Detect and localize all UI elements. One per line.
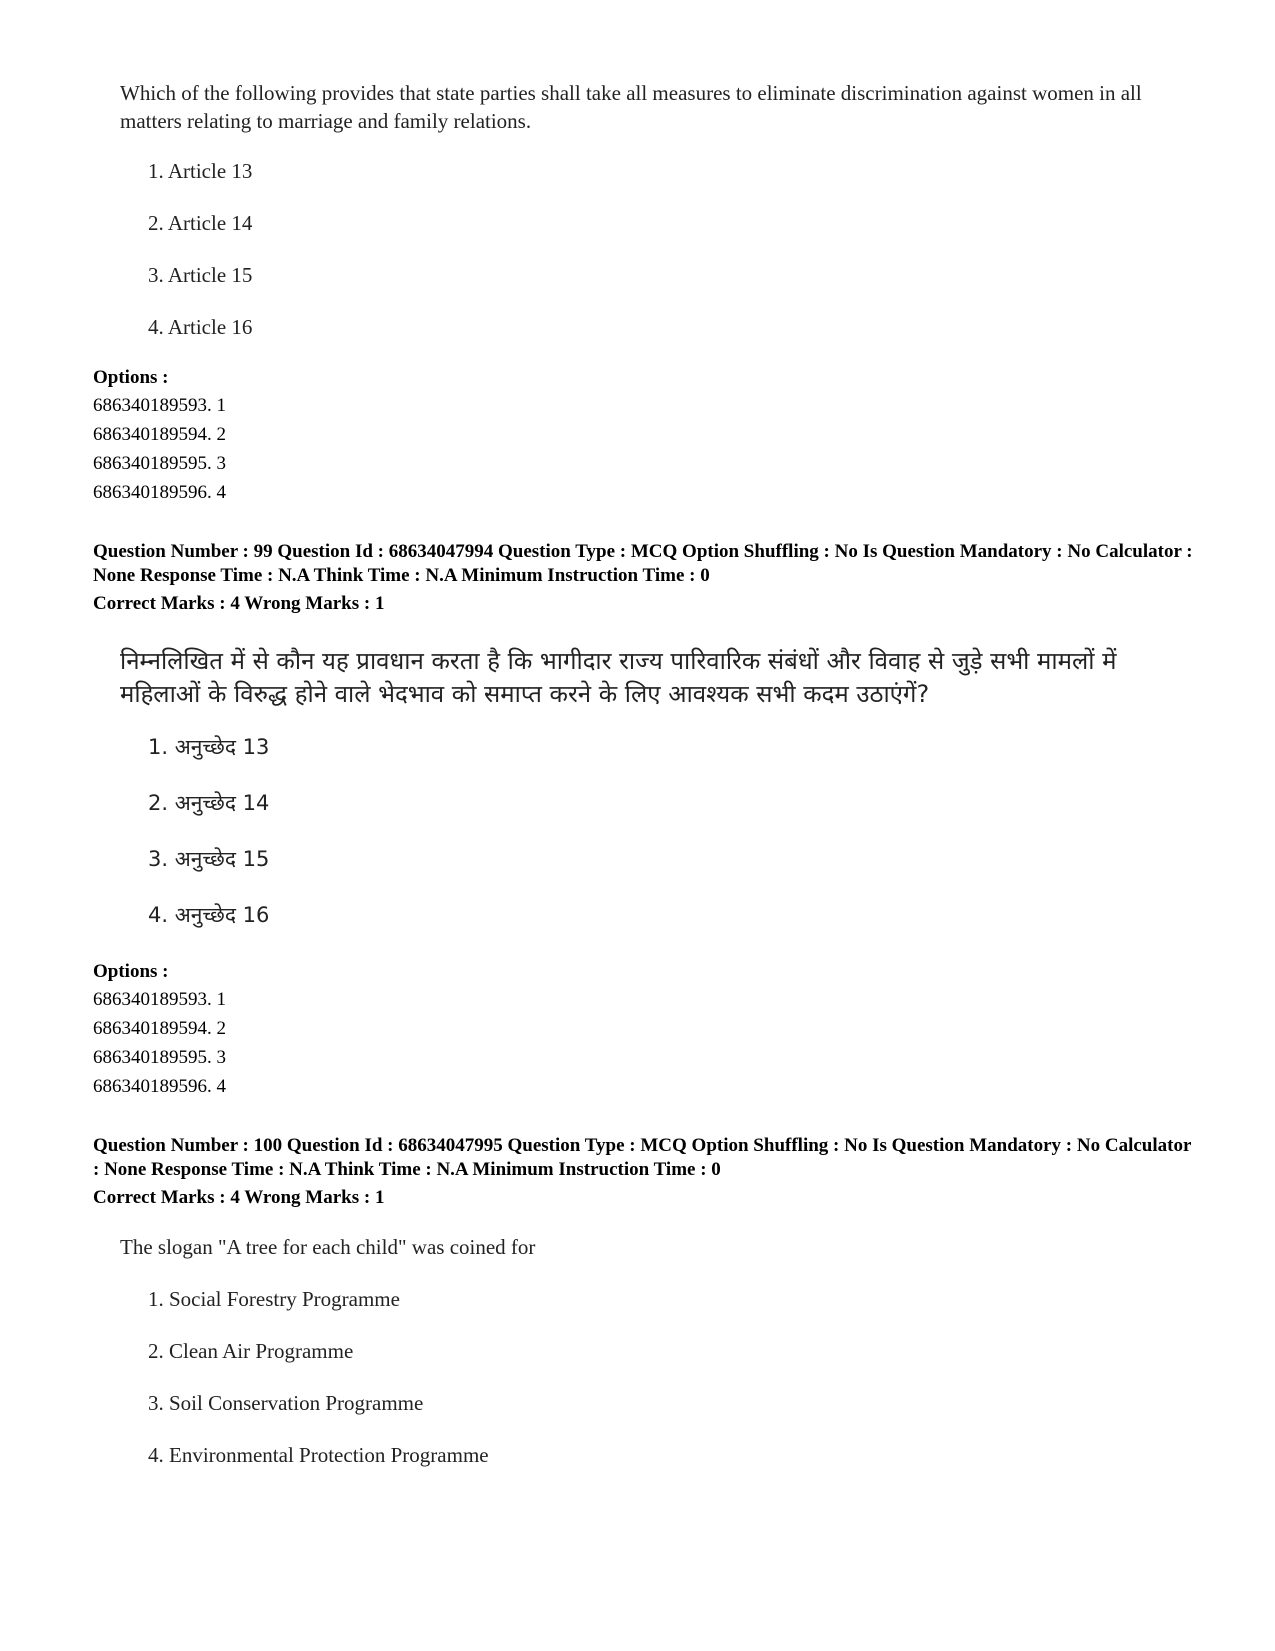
question-98-option-ids <box>93 391 226 507</box>
question-98-choice-4: 4. Article 16 <box>148 315 253 339</box>
question-99-stem: निम्नलिखित में से कौन यह प्रावधान करता है कि भागीदार राज्य पारिवारिक संबंधों और विवाह से जुड़े सभी मामलों में महिलाओं के विरुद्ध होने वाले भेदभाव को समाप्त करने के लिए आवश्यक सभी कदम उठाएंगें? <box>120 647 1117 708</box>
option-id: 686340189594. 2 <box>93 1018 226 1039</box>
question-98-choice-2: 2. Article 14 <box>148 211 253 235</box>
option-id: 686340189593. 1 <box>93 989 226 1010</box>
question-100-choice-3: 3. Soil Conservation Programme <box>148 1391 424 1415</box>
question-99-option-ids <box>93 985 226 1101</box>
question-100-stem: The slogan "A tree for each child" was coined for <box>120 1235 536 1259</box>
question-99-choice-1: 1. अनुच्छेद 13 <box>148 735 270 759</box>
question-100-marks: Correct Marks : 4 Wrong Marks : 1 <box>93 1187 385 1208</box>
question-100-meta: Question Number : 100 Question Id : 68634047995 Question Type : MCQ Option Shuffling : No Is Question Mandatory : No Calculator : None Response Time : N.A Think Time : N.A Minimum Instruction Time : 0 <box>93 1135 1192 1180</box>
question-98-options-label: Options : <box>93 367 169 388</box>
question-99-meta: Question Number : 99 Question Id : 68634047994 Question Type : MCQ Option Shuffling : No Is Question Mandatory : No Calculator : None Response Time : N.A Think Time : N.A Minimum Instruction Time : 0 <box>93 541 1193 586</box>
question-99-choice-4: 4. अनुच्छेद 16 <box>148 903 270 927</box>
option-id: 686340189593. 1 <box>93 395 226 416</box>
option-id: 686340189596. 4 <box>93 482 226 503</box>
question-100-choice-4: 4. Environmental Protection Programme <box>148 1443 489 1467</box>
option-id: 686340189595. 3 <box>93 1047 226 1068</box>
option-id: 686340189594. 2 <box>93 424 226 445</box>
option-id: 686340189596. 4 <box>93 1076 226 1097</box>
option-id: 686340189595. 3 <box>93 453 226 474</box>
question-100-choice-1: 1. Social Forestry Programme <box>148 1287 400 1311</box>
question-100-choice-2: 2. Clean Air Programme <box>148 1339 354 1363</box>
question-99-marks: Correct Marks : 4 Wrong Marks : 1 <box>93 593 385 614</box>
question-99-choice-3: 3. अनुच्छेद 15 <box>148 847 270 871</box>
question-98-choice-1: 1. Article 13 <box>148 159 253 183</box>
question-98-choice-3: 3. Article 15 <box>148 263 253 287</box>
question-99-options-label: Options : <box>93 961 169 982</box>
question-98-stem: Which of the following provides that state parties shall take all measures to eliminate discrimination against women in all matters relating to marriage and family relations. <box>120 81 1142 133</box>
question-99-choice-2: 2. अनुच्छेद 14 <box>148 791 270 815</box>
